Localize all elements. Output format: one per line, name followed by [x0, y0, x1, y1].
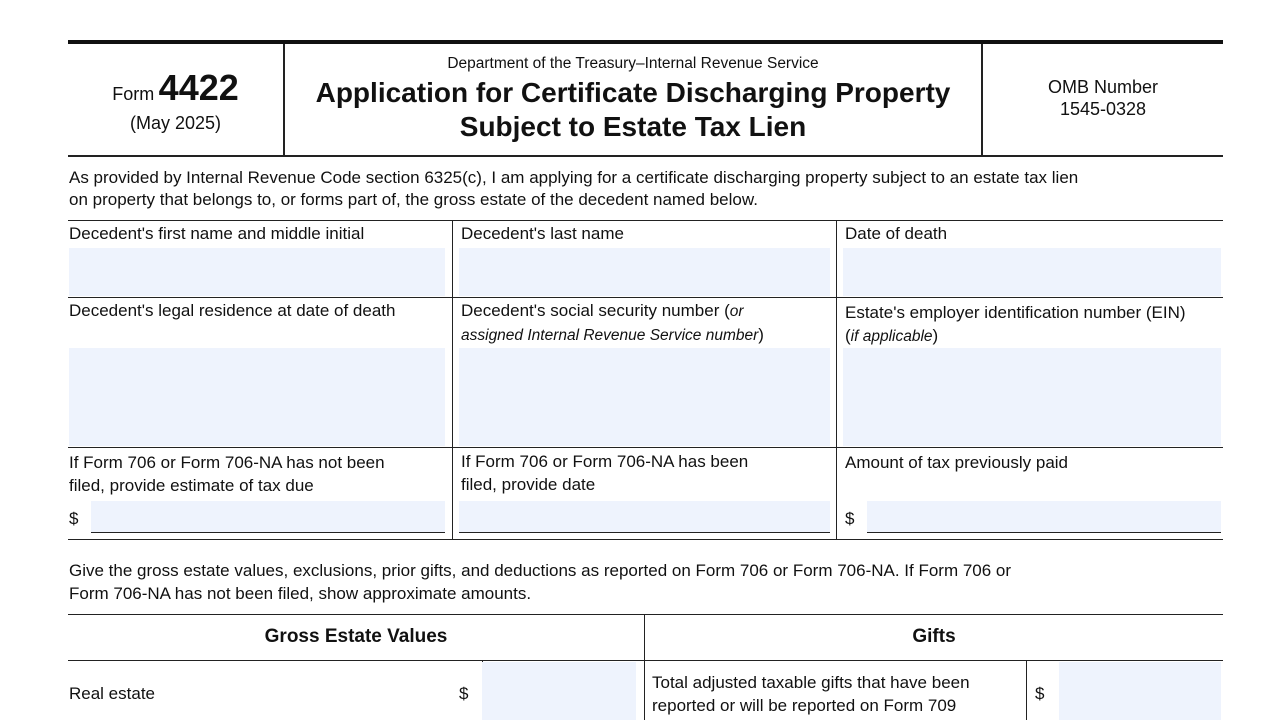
grid-row-rule-1 [68, 297, 1223, 298]
date-of-death-label: Date of death [845, 224, 948, 243]
adjusted-gifts-amount-divider [1026, 661, 1027, 720]
estimate-tax-input[interactable] [91, 501, 445, 532]
filed-date-label-line1: If Form 706 or Form 706-NA has been [461, 452, 749, 471]
grid-top-rule [68, 220, 1223, 221]
form-revision: (May 2025) [129, 113, 222, 133]
header-top-rule [68, 40, 1223, 44]
table-row [68, 661, 1223, 720]
header-bottom-rule [68, 155, 1223, 157]
form-title-line1: Application for Certificate Discharging Property [315, 77, 951, 108]
ein-label-open: ( [845, 326, 851, 345]
real-estate-input[interactable] [482, 662, 636, 720]
adjusted-gifts-label-line2: reported or will be reported on Form 709 [652, 696, 957, 715]
tax-paid-underline [867, 532, 1221, 533]
tax-paid-label: Amount of tax previously paid [845, 453, 1069, 472]
omb-label: OMB Number [1047, 77, 1159, 97]
omb-number: 1545-0328 [1059, 99, 1147, 119]
values-instruction-line1: Give the gross estate values, exclusions, prior gifts, and deductions as reported on Form 706 or Form 706-NA. If Form 706 or [69, 561, 1012, 580]
ein-input[interactable] [843, 348, 1221, 446]
filed-date-label-line2: filed, provide date [461, 475, 596, 494]
ein-label: Estate's employer identification number (EIN) [845, 303, 1186, 322]
grid-col-divider-1 [452, 220, 453, 540]
first-name-input[interactable] [69, 248, 445, 296]
filed-date-input[interactable] [459, 501, 830, 532]
form-id-block [68, 68, 283, 134]
real-estate-currency: $ [459, 684, 469, 703]
form-title-line2: Subject to Estate Tax Lien [459, 111, 807, 142]
gifts-header: Gifts [912, 626, 956, 647]
last-name-label: Decedent's last name [461, 224, 624, 243]
filed-date-underline [459, 532, 830, 533]
estimate-tax-label-line1: If Form 706 or Form 706-NA has not been [69, 453, 385, 472]
ein-label-close: ) [932, 326, 939, 345]
tax-paid-input[interactable] [867, 501, 1221, 532]
ssn-label-close: ) [758, 325, 764, 344]
ssn-input[interactable] [459, 348, 830, 446]
form-prefix: Form [112, 84, 155, 104]
ssn-label-or: or [729, 303, 744, 320]
adjusted-gifts-input[interactable] [1059, 662, 1221, 720]
adjusted-gifts-label-line1: Total adjusted taxable gifts that have been [652, 673, 970, 692]
ssn-label-text: Decedent's social security number ( [461, 301, 730, 320]
ein-label-line2 [845, 325, 938, 348]
grid-row-rule-2 [68, 447, 1223, 448]
last-name-input[interactable] [459, 248, 830, 296]
title-block [285, 54, 981, 144]
form-number: 4422 [158, 67, 239, 108]
adjusted-gifts-currency: $ [1035, 684, 1045, 703]
omb-block [983, 76, 1223, 120]
gross-estate-header: Gross Estate Values [264, 626, 448, 647]
estimate-tax-label-line2: filed, provide estimate of tax due [69, 476, 314, 495]
intro-line2: on property that belongs to, or forms part of, the gross estate of the decedent named below. [69, 190, 758, 209]
estimate-tax-currency: $ [69, 509, 79, 528]
form-header [68, 40, 1223, 157]
legal-residence-input[interactable] [69, 348, 445, 446]
values-table-top-rule [68, 614, 1223, 615]
tax-paid-currency: $ [845, 509, 855, 528]
real-estate-label: Real estate [69, 684, 155, 703]
values-instruction-line2: Form 706-NA has not been filed, show approximate amounts. [69, 584, 532, 603]
first-name-label: Decedent's first name and middle initial [69, 224, 365, 243]
ssn-label [461, 300, 744, 323]
agency-name: Department of the Treasury–Internal Revenue Service [447, 55, 819, 72]
legal-residence-label: Decedent's legal residence at date of death [69, 301, 396, 320]
ssn-label-assigned: assigned Internal Revenue Service number [461, 327, 759, 344]
grid-bottom-rule [68, 539, 1223, 540]
grid-col-divider-2 [836, 220, 837, 540]
estimate-tax-underline [91, 532, 445, 533]
date-of-death-input[interactable] [843, 248, 1221, 296]
intro-line1: As provided by Internal Revenue Code section 6325(c), I am applying for a certificate discharging property subject to an estate tax lien [69, 168, 1079, 187]
ein-label-if-applicable: if applicable [850, 328, 933, 345]
ssn-label-line2 [461, 324, 764, 347]
